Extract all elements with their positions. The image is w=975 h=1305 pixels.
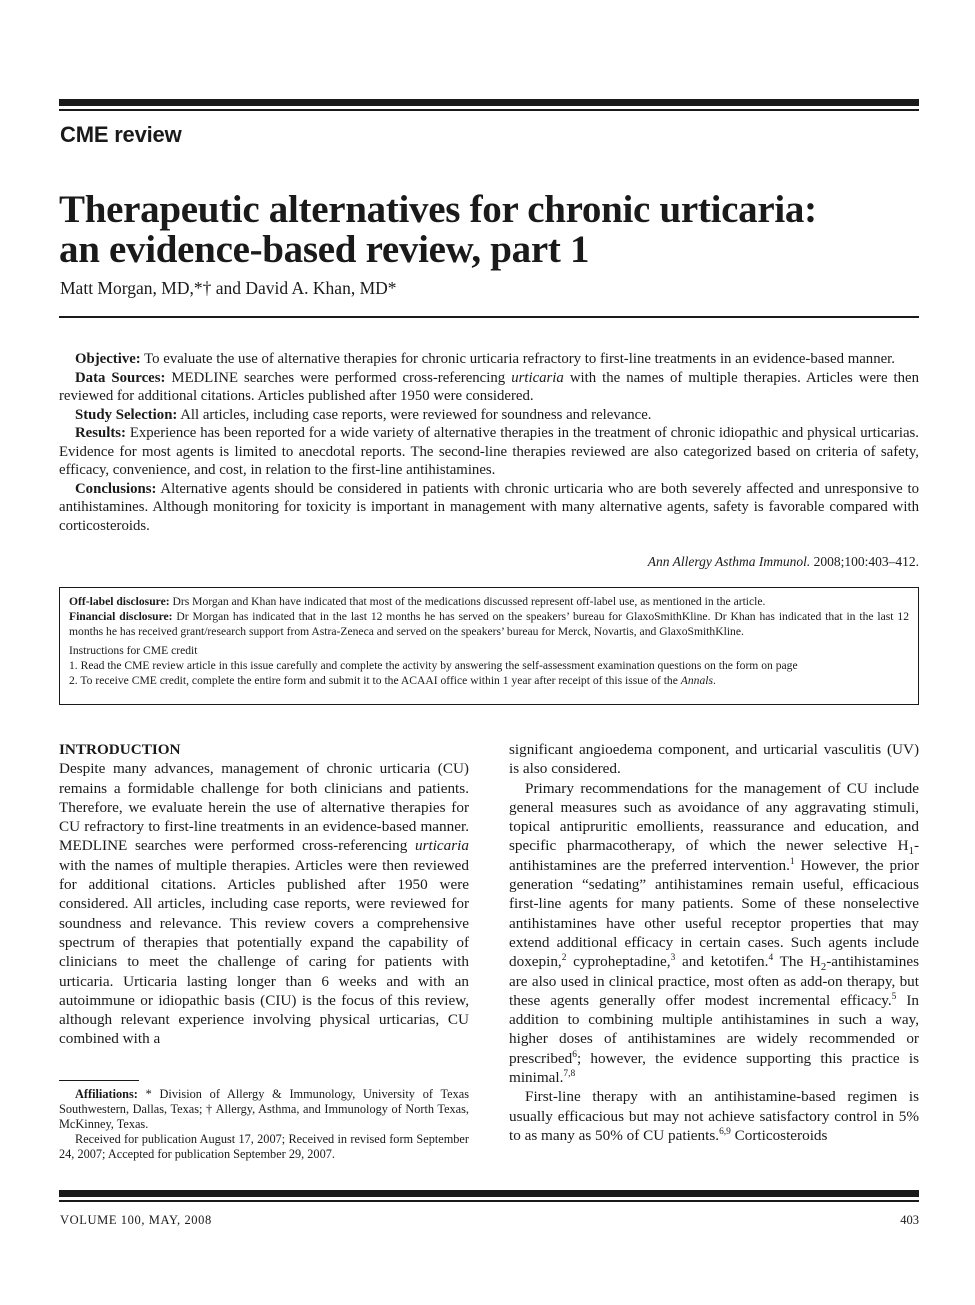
- citation: Ann Allergy Asthma Immunol. 2008;100:403–412.: [647, 554, 919, 569]
- cme-instructions-heading: Instructions for CME credit: [69, 644, 198, 657]
- footnote-rule: [59, 1080, 139, 1081]
- right-paragraph-2: First-line therapy with an antihistamine-based regimen is usually efficacious but may not achieve satisfactory control in 5% to as many as 50% of CU patients.$^{6,9}$ Corticosteroids: [509, 1088, 919, 1144]
- abstract-study-selection: Study Selection: All articles, including case reports, were reviewed for soundness and relevance.: [75, 406, 652, 423]
- right-column: [509, 740, 919, 1145]
- affiliations-text: Affiliations: * Division of Allergy & Immunology, University of Texas Southwestern, Dallas, Texas; † Allergy, Asthma, and Immunology of North Texas, McKinney, Texas.: [59, 1087, 470, 1131]
- abstract-data-sources: Data Sources: MEDLINE searches were performed cross-referencing urticaria with the names of multiple therapies. Articles were then reviewed for additional citations. Articles published after 1950 were considered.: [59, 369, 920, 404]
- authors: Matt Morgan, MD,*† and David A. Khan, MD*: [60, 278, 397, 298]
- abstract-conclusions: Conclusions: Alternative agents should be considered in patients with chronic urticaria who are both severely affected and unresponsive to antihistamines. Although monitoring for toxicity is important in management with many alternative agents, safety is favorable compared with corticosteroids.: [59, 480, 919, 534]
- left-column: [59, 740, 469, 1049]
- top-rule-thin: [59, 109, 919, 111]
- footer-volume: VOLUME 100, MAY, 2008: [60, 1213, 212, 1227]
- abstract-results: Results: Experience has been reported for a wide variety of alternative therapies in the treatment of chronic idiopathic and physical urticarias. Evidence for most agents is limited to anecdotal reports. The second-line therapies reviewed are also categorized based on criteria of safety, efficacy, convenience, and cost, in relation to the first-line antihistamines.: [59, 425, 919, 478]
- right-paragraph-0: significant angioedema component, and urticarial vasculitis (UV) is also considered.: [509, 741, 919, 778]
- abstract: [59, 350, 919, 535]
- footer-page-number: 403: [900, 1213, 919, 1227]
- right-paragraph-1: Primary recommendations for the management of CU include general measures such as avoidance of any aggravating stimuli, topical antipruritic emollients, reassurance and education, and specific pharmacotherapy, of which the newer selective $H_1$-antihistamines are the preferred intervention.$^1$ However, the prior generation “sedating” antihistamines remain useful, efficacious first-line agents for many patients. Some of these nonselective antihistamines have other useful receptor properties that may extend additional efficacy in certain cases. Such agents include doxepin,$^2$ cyproheptadine,$^3$ and ketotifen.$^4$ The $H_2$-antihistamines are also used in clinical practice, most often as add-on therapy, but these agents generally offer modest incremental efficacy.$^5$ In addition to combining multiple antihistamines in such a way, higher doses of antihistamines are widely recommended or prescribed$^6$; however, the evidence supporting this practice is minimal.$^{7,8}$: [509, 779, 919, 1087]
- disclosure-box: [59, 587, 919, 705]
- section-label: CME review: [60, 122, 182, 147]
- title-line-2: an evidence-based review, part 1: [59, 228, 590, 271]
- title-line-1: Therapeutic alternatives for chronic urticaria:: [59, 188, 817, 231]
- introduction-paragraph: Despite many advances, management of chronic urticaria (CU) remains a formidable challenge for both clinicians and patients. Therefore, we evaluate herein the use of alternative therapies for CU refractory to first-line treatments in an evidence-based manner. MEDLINE searches were performed cross-referencing urticaria with the names of multiple therapies. Articles were then reviewed for additional citations. Articles published after 1950 were considered. All articles, including case reports, were reviewed for soundness and relevance. This review covers a comprehensive spectrum of therapies that potentially expand the capability of clinicians to meet the challenge of caring for patients with urticaria. Urticaria lasting longer than 6 weeks and with an autoimmune or idiopathic basis (CIU) is the focus of this review, although relevant experience involving physical urticarias, CU combined with a: [59, 760, 469, 1048]
- abstract-objective: Objective: To evaluate the use of alternative therapies for chronic urticaria refractory to first-line treatments in an evidence-based manner.: [75, 351, 895, 367]
- cme-step-1: 1. Read the CME review article in this issue carefully and complete the activity by answering the self-assessment examination questions on the form on page: [69, 659, 798, 672]
- bottom-rule-thick: [59, 1190, 919, 1197]
- affiliations: [59, 1087, 469, 1162]
- financial-disclosure: Financial disclosure: Dr Morgan has indicated that in the last 12 months he has served on the speakers’ bureau for GlaxoSmithKline. Dr Khan has indicated that in the last 12 months he has received grant/research support from Astra-Zeneca and served on the speakers’ bureau for Merck, Novartis, and GlaxoSmithKline.: [69, 610, 909, 638]
- offlabel-disclosure: Off-label disclosure: Drs Morgan and Khan have indicated that most of the medications discussed represent off-label use, as mentioned in the article.: [69, 595, 766, 608]
- bottom-rule-thin: [59, 1200, 919, 1202]
- article-title: [59, 190, 939, 270]
- introduction-heading: INTRODUCTION: [59, 741, 181, 758]
- top-rule-thick: [59, 99, 919, 106]
- title-divider: [59, 316, 919, 318]
- received-dates: Received for publication August 17, 2007; Received in revised form September 24, 2007; Accepted for publication September 29, 2007.: [59, 1132, 469, 1161]
- cme-step-2: 2. To receive CME credit, complete the entire form and submit it to the ACAAI office within 1 year after receipt of this issue of the Annals.: [69, 674, 716, 687]
